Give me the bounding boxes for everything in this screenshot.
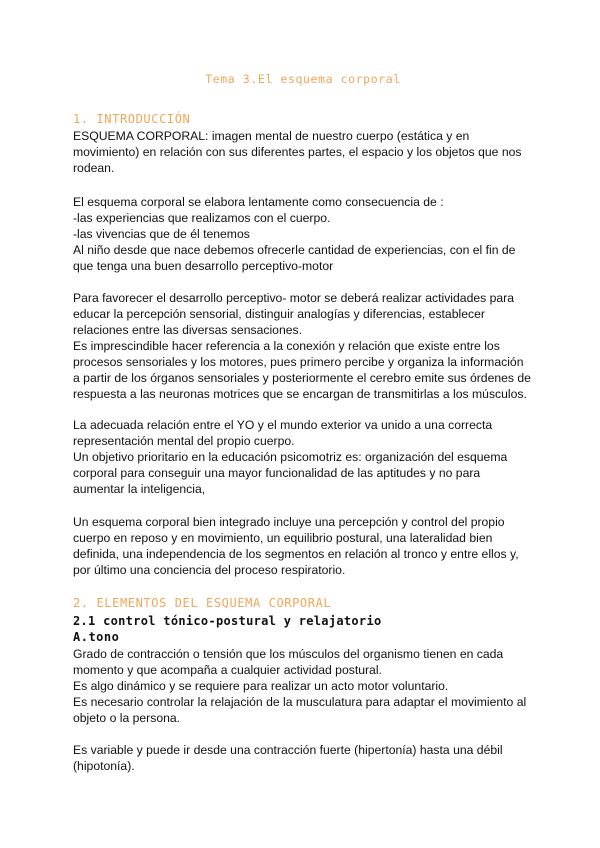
document-title: Tema 3.El esquema corporal bbox=[205, 72, 401, 86]
text-line: objeto o la persona. bbox=[73, 711, 181, 725]
section-heading-elementos: 2. ELEMENTOS DEL ESQUEMA CORPORAL bbox=[73, 596, 332, 610]
paragraph-relacion-yo bbox=[73, 417, 533, 497]
section-heading-introduccion: 1. INTRODUCCIÓN bbox=[73, 112, 191, 126]
text-line: -las vivencias que de él tenemos bbox=[73, 227, 250, 241]
text-line: Al niño desde que nace debemos ofrecerle cantidad de experiencias, con el fin de bbox=[73, 243, 516, 257]
text-line: procesos sensoriales y los motores, pues primero percibe y organiza la información bbox=[73, 355, 524, 369]
text-line: -las experiencias que realizamos con el cuerpo. bbox=[73, 211, 331, 225]
paragraph-elaboracion bbox=[73, 194, 533, 274]
text-line: momento y que acompaña a cualquier actividad postural. bbox=[73, 663, 382, 677]
text-line: Es variable y puede ir desde una contracción fuerte (hipertonía) hasta una débil bbox=[73, 743, 503, 757]
text-line: ESQUEMA CORPORAL: imagen mental de nuestro cuerpo (estática y en bbox=[73, 129, 470, 143]
text-line: corporal para conseguir una mayor funcionalidad de las aptitudes y no para bbox=[73, 466, 481, 480]
text-line: movimiento) en relación con sus diferentes partes, el espacio y los objetos que nos bbox=[73, 145, 522, 159]
text-line: rodean. bbox=[73, 161, 115, 175]
paragraph-esquema-integrado bbox=[73, 514, 533, 578]
text-line: Para favorecer el desarrollo perceptivo- motor se deberá realizar actividades para bbox=[73, 291, 514, 305]
text-line: relaciones entre las diversas sensaciones. bbox=[73, 323, 302, 337]
text-line: Grado de contracción o tensión que los músculos del organismo tienen en cada bbox=[73, 647, 504, 661]
text-line: a partir de los órganos sensoriales y posteriormente el cerebro emite sus órdenes de bbox=[73, 371, 531, 385]
text-line: Es imprescindible hacer referencia a la conexión y relación que existe entre los bbox=[73, 339, 500, 353]
paragraph-tono bbox=[73, 646, 533, 726]
text-line: aumentar la inteligencia, bbox=[73, 482, 206, 496]
subsubsection-heading-tono: A.tono bbox=[73, 630, 120, 644]
text-line: educar la percepción sensorial, distinguir analogías y diferencias, establecer bbox=[73, 307, 485, 321]
text-line: Un esquema corporal bien integrado incluye una percepción y control del propio bbox=[73, 515, 505, 529]
text-line: Es necesario controlar la relajación de la musculatura para adaptar el movimiento al bbox=[73, 695, 527, 709]
text-line: (hipotonía). bbox=[73, 759, 135, 773]
text-line: representación mental del propio cuerpo. bbox=[73, 434, 295, 448]
text-line: El esquema corporal se elabora lentamente como consecuencia de : bbox=[73, 195, 444, 209]
paragraph-percepcion bbox=[73, 290, 533, 402]
text-line: por último una conciencia del proceso respiratorio. bbox=[73, 563, 346, 577]
paragraph-definicion bbox=[73, 128, 533, 176]
paragraph-variable bbox=[73, 742, 533, 774]
text-line: definida, una independencia de los segmentos en relación al tronco y entre ellos y, bbox=[73, 547, 519, 561]
text-line: La adecuada relación entre el YO y el mundo exterior va unido a una correcta bbox=[73, 418, 493, 432]
text-line: respuesta a las neuronas motrices que se encargan de transmitirlas a los músculos. bbox=[73, 387, 527, 401]
text-line: cuerpo en reposo y en movimiento, un equilibrio postural, una lateralidad bien bbox=[73, 531, 493, 545]
text-line: Es algo dinámico y se requiere para realizar un acto motor voluntario. bbox=[73, 679, 449, 693]
text-line: que tenga una buen desarrollo perceptivo-motor bbox=[73, 259, 334, 273]
subsection-heading-control-tonico: 2.1 control tónico-postural y relajatorio bbox=[73, 614, 382, 628]
text-line: Un objetivo prioritario en la educación psicomotriz es: organización del esquema bbox=[73, 450, 508, 464]
